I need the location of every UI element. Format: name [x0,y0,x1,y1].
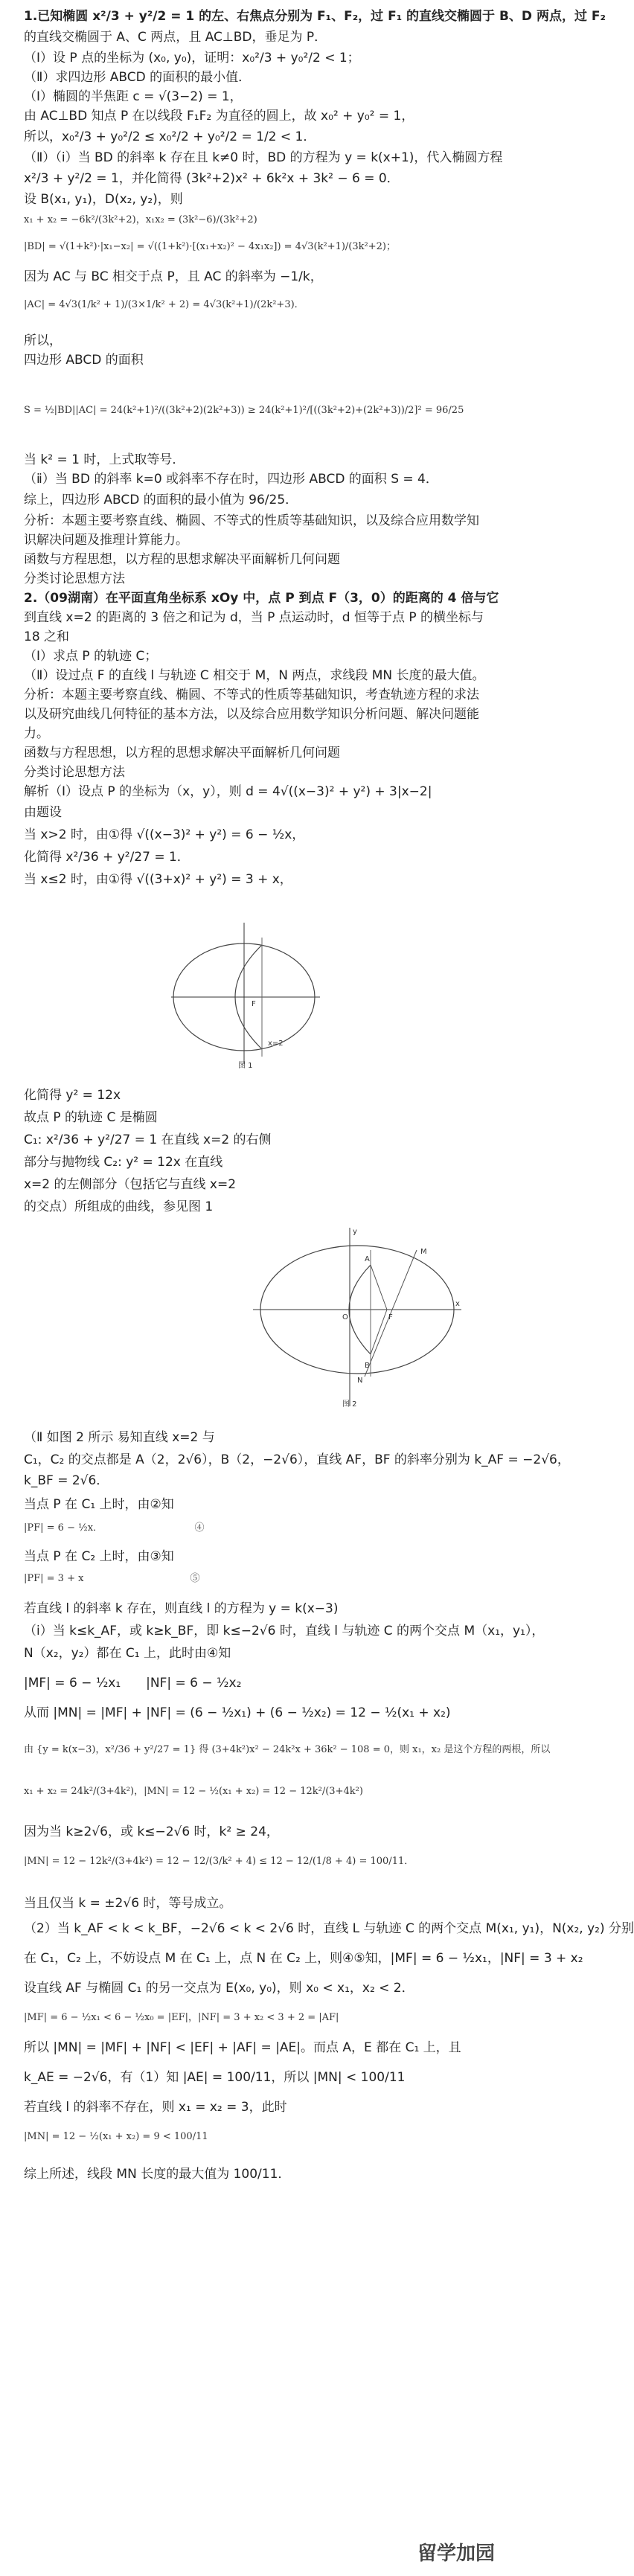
solution-line: 从而 |MN| = |MF| + |NF| = (6 − ½x₁) + (6 − ½x₂) = 12 − ½(x₁ + x₂) [24,1705,451,1720]
solution-line: k_AE = −2√6，有（1）知 |AE| = 100/11，所以 |MN| < 100/11 [24,2070,406,2085]
analysis-line: 识解决问题及推理计算能力。 [24,533,188,548]
solution-line: x²/3 + y²/2 = 1，并化简得 (3k²+2)x² + 6k²x + 3k² − 6 = 0． [24,171,400,186]
solution-line: 当 x>2 时，由①得 √((x−3)² + y²) = 6 − ½x， [24,827,305,842]
solution-line: 四边形 ABCD 的面积 [24,353,144,368]
part-2-question: （Ⅱ）设过点 F 的直线 l 与轨迹 C 相交于 M，N 两点，求线段 MN 长度的最大值。 [24,668,485,683]
solution-line: 当 x≤2 时，由①得 √((3+x)² + y²) = 3 + x， [24,872,292,887]
solution-line: k_BF = 2√6． [24,1473,109,1488]
formula-line: |MN| = 12 − 12k²/(3+4k²) = 12 − 12/(3/k² + 4) ≤ 12 − 12/(1/8 + 4) = 100/11． [24,1856,414,1867]
solution-line: N（x₂，y₂）都在 C₁ 上，此时由④知 [24,1646,231,1661]
analysis-line: 分析：本题主要考察直线、椭圆、不等式的性质等基础知识，以及综合应用数学知 [24,513,479,528]
solution-line: 综上，四边形 ABCD 的面积的最小值为 96/25． [24,493,298,507]
solution-line: 所以 |MN| = |MF| + |NF| < |EF| + |AF| = |AE|。而点 A，E 都在 C₁ 上，且 [24,2040,461,2055]
fig2-label-x: x [455,1300,460,1308]
problem-2-stem-cont: 到直线 x=2 的距离的 3 倍之和记为 d，当 P 点运动时，d 恒等于点 P 的横坐标与 [24,610,484,625]
solution-line: 所以， [24,333,62,348]
fig2-label-A: A [365,1255,370,1263]
solution-line: （Ⅰ）椭圆的半焦距 c = √(3−2) = 1， [24,89,243,104]
solution-line: 的交点）所组成的曲线，参见图 1 [24,1199,214,1214]
formula-line: 由 {y = k(x−3)，x²/36 + y²/27 = 1} 得 (3+4k²)x² − 24k²x + 36k² − 108 = 0，则 x₁，x₂ 是这个方程的两根，所以 [24,1744,551,1755]
solution-line: （Ⅱ 如图 2 所示 易知直线 x=2 与 [24,1430,215,1445]
solution-line: 因为当 k≥2√6，或 k≤−2√6 时，k² ≥ 24， [24,1824,279,1839]
fig2-label-O: O [342,1313,348,1321]
part-2-question: （Ⅱ）求四边形 ABCD 的面积的最小值． [24,70,252,85]
svg-text:F: F [252,1000,256,1008]
solution-line: |MF| = 6 − ½x₁ |NF| = 6 − ½x₂ [24,1676,242,1691]
formula-line: x₁ + x₂ = −6k²/(3k²+2)，x₁x₂ = (3k²−6)/(3k²+2) [24,214,257,225]
problem-1-stem-cont: 的直线交椭圆于 A、C 两点，且 AC⊥BD，垂足为 P． [24,30,327,45]
formula-line: S = ½|BD||AC| = 24(k²+1)²/((3k²+2)(2k²+3)) ≥ 24(k²+1)²/[((3k²+2)+(2k²+3))/2]² = 96/25 [24,405,464,416]
solution-line: 所以，x₀²/3 + y₀²/2 ≤ x₀²/2 + y₀²/2 = 1/2 < 1． [24,129,316,144]
figure-1-line-label: x=2 [268,1039,284,1048]
fig2-label-M: M [420,1248,427,1256]
analysis-line: 分类讨论思想方法 [24,765,125,780]
analysis-line: 分析：本题主要考察直线、椭圆、不等式的性质等基础知识，考查轨迹方程的求法 [24,688,479,702]
solution-line: 由题设 [24,805,62,820]
analysis-line: 力。 [24,726,49,741]
conclusion-line: 综上所述，线段 MN 长度的最大值为 100/11． [24,2167,291,2182]
figure-2-chord-diagram [246,1220,469,1414]
solution-line: 若直线 l 的斜率不存在，则 x₁ = x₂ = 3，此时 [24,2100,287,2115]
fig2-label-N: N [357,1377,363,1385]
solution-line: 故点 P 的轨迹 C 是椭圆 [24,1110,158,1125]
formula-line: |MN| = 12 − ½(x₁ + x₂) = 9 < 100/11 [24,2131,208,2142]
watermark-text: 留学加园 [417,2543,496,2565]
solution-line: C₁，C₂ 的交点都是 A（2，2√6），B（2，−2√6），直线 AF，BF 的斜率分别为 k_AF = −2√6， [24,1452,570,1467]
fig2-label-F: F [388,1313,393,1321]
solution-line: 当且仅当 k = ±2√6 时，等号成立。 [24,1896,232,1911]
solution-line: 因为 AC 与 BC 相交于点 P，且 AC 的斜率为 −1/k， [24,269,323,284]
formula-line: |AC| = 4√3(1/k² + 1)/(3×1/k² + 2) = 4√3(k²+1)/(2k²+3)． [24,299,304,310]
problem-1-stem: 1.已知椭圆 x²/3 + y²/2 = 1 的左、右焦点分别为 F₁、F₂，过 F₁ 的直线交椭圆于 B、D 两点，过 F₂ [24,9,606,24]
solution-line: 解析（Ⅰ）设点 P 的坐标为（x，y），则 d = 4√((x−3)² + y²) + 3|x−2| [24,784,432,799]
solution-line: 在 C₁，C₂ 上，不妨设点 M 在 C₁ 上，点 N 在 C₂ 上，则④⑤知，|MF| = 6 − ½x₁，|NF| = 3 + x₂ [24,1951,583,1966]
part-1-question: （Ⅰ）设 P 点的坐标为 (x₀, y₀)，证明：x₀²/3 + y₀²/2 < 1； [24,51,360,65]
formula-line: |PF| = 6 − ½x． ④ [24,1522,205,1534]
analysis-line: 函数与方程思想，以方程的思想求解决平面解析几何问题 [24,746,340,760]
formula-line: |BD| = √(1+k²)·|x₁−x₂| = √((1+k²)·[(x₁+x₂)² − 4x₁x₂]) = 4√3(k²+1)/(3k²+2)； [24,241,396,252]
solution-line: 化简得 x²/36 + y²/27 = 1． [24,850,190,865]
solution-line: （ⅰ）当 k≤k_AF，或 k≥k_BF，即 k≤−2√6 时，直线 l 与轨迹 C 的两个交点 M（x₁，y₁）， [24,1624,545,1638]
solution-line: 设直线 AF 与椭圆 C₁ 的另一交点为 E(x₀, y₀)，则 x₀ < x₁，x₂ < 2． [24,1981,414,1996]
analysis-line: 函数与方程思想，以方程的思想求解决平面解析几何问题 [24,552,340,567]
formula-line: |PF| = 3 + x ⑤ [24,1573,200,1584]
solution-line: 化简得 y² = 12x [24,1088,121,1103]
figure-2-caption: 图 2 [342,1400,357,1409]
solution-line: 若直线 l 的斜率 k 存在，则直线 l 的方程为 y = k(x−3) [24,1601,339,1616]
solution-line: 设 B(x₁, y₁)，D(x₂, y₂)，则 [24,192,183,207]
watermark-logo [410,2536,514,2569]
formula-line: x₁ + x₂ = 24k²/(3+4k²)，|MN| = 12 − ½(x₁ + x₂) = 12 − 12k²/(3+4k²) [24,1786,363,1797]
solution-line: x=2 的左侧部分（包括它与直线 x=2 [24,1177,237,1192]
fig2-label-y: y [353,1228,357,1236]
solution-line: （Ⅱ）（ⅰ）当 BD 的斜率 k 存在且 k≠0 时，BD 的方程为 y = k(x+1)，代入椭圆方程 [24,150,503,165]
solution-line: C₁: x²/36 + y²/27 = 1 在直线 x=2 的右侧 [24,1132,272,1147]
solution-line: 由 AC⊥BD 知点 P 在以线段 F₁F₂ 为直径的圆上，故 x₀² + y₀² = 1， [24,109,414,124]
solution-line: 部分与抛物线 C₂: y² = 12x 在直线 [24,1155,223,1170]
problem-2-stem: 2.（09湖南）在平面直角坐标系 xOy 中，点 P 到点 F（3，0）的距离的 4 倍与它 [24,591,499,606]
formula-line: |MF| = 6 − ½x₁ < 6 − ½x₀ = |EF|，|NF| = 3 + x₂ < 3 + 2 = |AF| [24,2012,339,2023]
figure-1-caption: 图 1 [238,1062,253,1070]
analysis-line: 以及研究曲线几何特征的基本方法，以及综合应用数学知识分析问题、解决问题能 [24,707,479,722]
part-1-question: （Ⅰ）求点 P 的轨迹 C； [24,649,158,664]
solution-line: （ⅱ）当 BD 的斜率 k=0 或斜率不存在时，四边形 ABCD 的面积 S = 4． [24,472,438,487]
solution-line: 当点 P 在 C₂ 上时，由③知 [24,1549,174,1564]
solution-line: （2）当 k_AF < k < k_BF，−2√6 < k < 2√6 时，直线 L 与轨迹 C 的两个交点 M(x₁, y₁)，N(x₂, y₂) 分别 [24,1921,634,1936]
figure-1-ellipse-parabola [164,915,327,1071]
solution-line: 当点 P 在 C₁ 上时，由②知 [24,1497,174,1512]
analysis-line: 分类讨论思想方法 [24,571,125,586]
fig2-label-B: B [365,1362,370,1370]
solution-line: 当 k² = 1 时，上式取等号． [24,452,185,467]
problem-2-stem-cont: 18 之和 [24,629,70,644]
